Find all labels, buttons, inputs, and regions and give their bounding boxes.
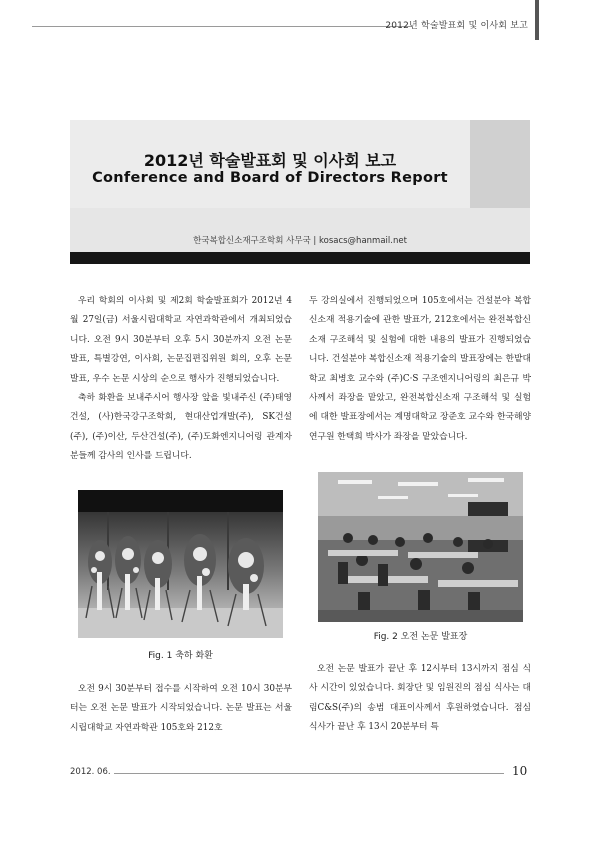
running-title: 2012년 학술발표회 및 이사회 보고 [385, 21, 528, 31]
body-column-right-bottom [309, 660, 531, 738]
header-rule [32, 26, 412, 27]
article-byline: 한국복합신소재구조학회 사무국 | kosacs@hanmail.net [193, 236, 407, 246]
footer-rule [114, 773, 504, 774]
congratulatory-wreaths-image [78, 490, 283, 638]
banner-dark-bar [70, 252, 530, 264]
figure-2-caption: Fig. 2 오전 논문 발표장 [373, 632, 468, 642]
body-column-left-top [70, 292, 292, 467]
article-title-english: Conference and Board of Directors Report [92, 170, 448, 186]
figure-1-caption: Fig. 1 축하 화환 [148, 651, 213, 661]
presentation-room-image [318, 472, 523, 622]
page-footer [0, 765, 600, 785]
running-header [0, 12, 600, 40]
issue-date: 2012. 06. [70, 767, 111, 777]
figure-2-photo [318, 472, 523, 622]
paragraph-intro: 우리 학회의 이사회 및 제2회 학술발표회가 2012년 4월 27일(금) 서울시립대학교 자연과학관에서 개최되었습니다. 오전 9시 30분부터 오후 5시 30분까지 오전 논문 발표, 특별강연, 이사회, 논문집편집위원 회의, 오후 논문 발표, 우수 논문 시상의 순으로 행사가 진행되었습니다. [70, 296, 292, 384]
paragraph-thanks: 축하 화환을 보내주시어 행사장 앞을 빛내주신 (주)태영건설, (사)한국강구조학회, 현대산업개발(주), SK건설(주), (주)이산, 두산건설(주), (주)도화엔지니어링 관계자분들께 감사의 인사를 드립니다. [70, 393, 292, 462]
article-title-banner [70, 120, 530, 264]
body-column-left-bottom [70, 680, 292, 738]
figure-1-photo [78, 490, 283, 638]
banner-accent-block [470, 120, 530, 208]
paragraph-lunch: 오전 논문 발표가 끝난 후 12시부터 13시까지 점심 식사 시간이 있었습니다. 회장단 및 임원진의 점심 식사는 대림C&S(주)의 송범 대표이사께서 후원하였습니다. 점심 식사가 끝난 후 13시 20분부터 특 [309, 664, 531, 733]
body-column-right-top [309, 292, 531, 447]
article-title-korean: 2012년 학술발표회 및 이사회 보고 [143, 151, 397, 170]
page-number: 10 [512, 764, 528, 778]
paragraph-sessions: 두 강의실에서 진행되었으며 105호에서는 건설분야 복합신소재 적용기술에 관한 발표가, 212호에서는 완전복합신소재 구조해석 및 실험에 대한 내용의 발표가 진행되었습니다. 건설분야 복합신소재 적용기술의 발표장에는 한밭대학교 최병호 교수와 (주)C·S 구조엔지니어링의 최은규 박사께서 좌장을 맡았고, 완전복합신소재 구조해석 및 실험에 대한 발표장에서는 계명대학교 장준호 교수와 한국해양연구원 한택희 박사가 좌장을 맡았습니다. [309, 296, 531, 442]
paragraph-morning: 오전 9시 30분부터 접수를 시작하여 오전 10시 30분부터는 오전 논문 발표가 시작되었습니다. 논문 발표는 서울시립대학교 자연과학관 105호와 212호 [70, 684, 292, 733]
